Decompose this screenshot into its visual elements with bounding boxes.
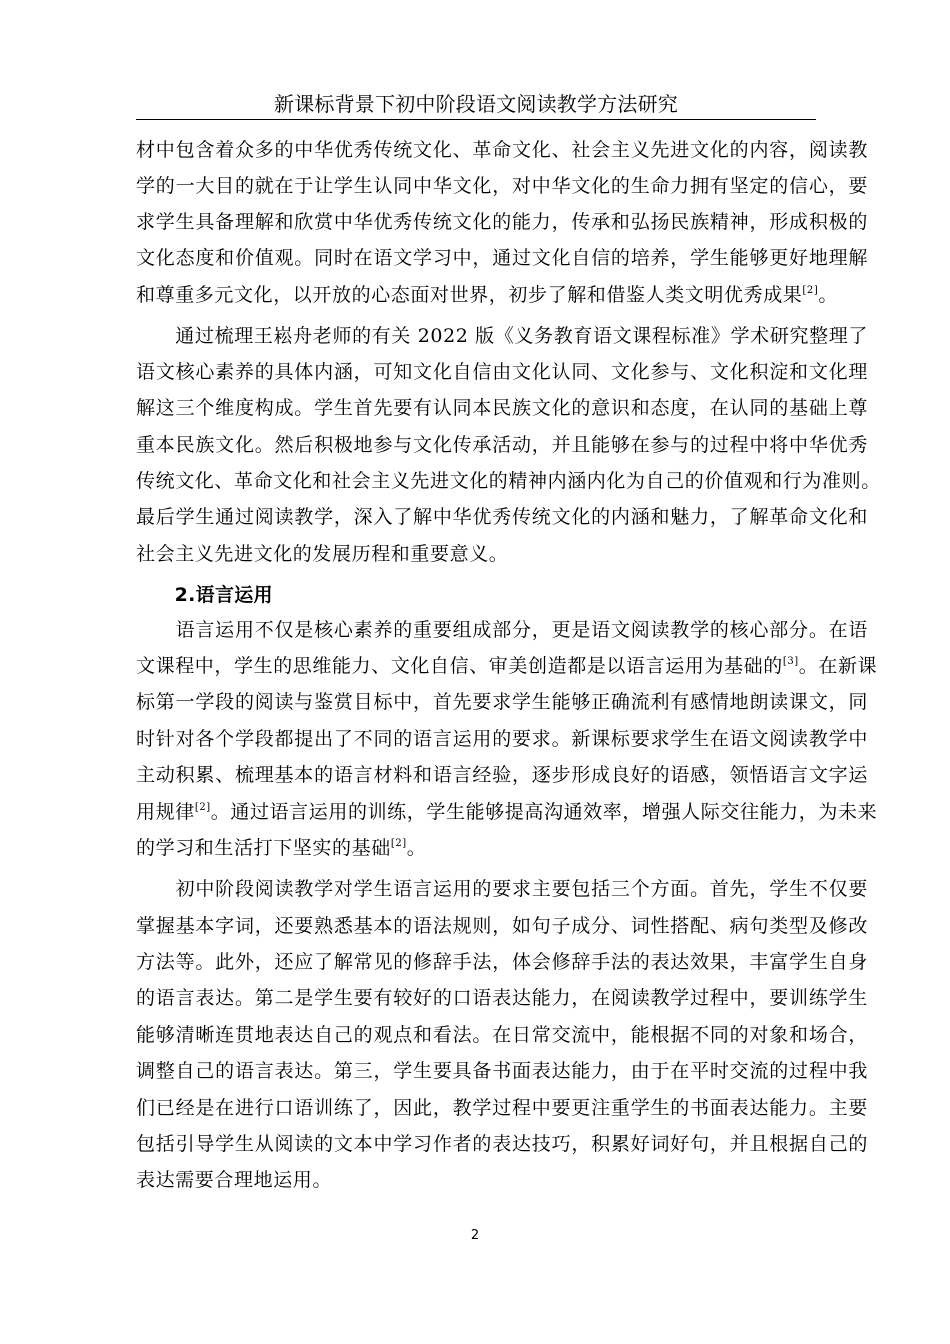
text-line: 传统文化、革命文化和社会主义先进文化的精神内涵内化为自己的价值观和行为准则。 [136,470,881,492]
text-line: 重本民族文化。然后积极地参与文化传承活动，并且能够在参与的过程中将中华优秀 [136,434,868,456]
citation: [2] [194,802,211,813]
page-number: 2 [470,1228,480,1243]
text-line: 方法等。此外，还应了解常见的修辞手法，体会修辞手法的表达效果，丰富学生自身 [136,951,868,973]
text-line: 求学生具备理解和欣赏中华优秀传统文化的能力，传承和弘扬民族精神，形成积极的 [136,211,868,233]
text-line: 的语言表达。第二是学生要有较好的口语表达能力，在阅读教学过程中，要训练学生 [136,987,868,1009]
page-header-title: 新课标背景下初中阶段语文阅读教学方法研究 [274,92,678,116]
text-line: 标第一学段的阅读与鉴赏目标中，首先要求学生能够正确流利有感情地朗读课文，同 [136,691,868,713]
citation: [3] [782,656,799,667]
text-line: 社会主义先进文化的发展历程和重要意义。 [136,543,509,565]
citation: [2] [802,285,819,296]
text-line: 解这三个维度构成。学生首先要有认同本民族文化的意识和态度，在认同的基础上尊 [136,397,868,419]
text-line: 最后学生通过阅读教学，深入了解中华优秀传统文化的内涵和魅力，了解革命文化和 [136,506,868,528]
text-line: 通过梳理王崧舟老师的有关 2022 版《义务教育语文课程标准》学术研究整理了 [136,325,868,347]
text-line: 文课程中，学生的思维能力、文化自信、审美创造都是以语言运用为基础的[3]。在新课 [136,655,878,677]
text-line: 的学习和生活打下坚实的基础[2]。 [136,837,427,859]
text-line: 学的一大目的就在于让学生认同中华文化，对中华文化的生命力拥有坚定的信心，要 [136,175,868,197]
text-line: 文化态度和价值观。同时在语文学习中，通过文化自信的培养，学生能够更好地理解 [136,247,868,269]
text-line: 包括引导学生从阅读的文本中学习作者的表达技巧，积累好词好句，并且根据自己的 [136,1133,868,1155]
text-line: 表达需要合理地运用。 [136,1169,333,1191]
text-line: 语文核心素养的具体内涵，可知文化自信由文化认同、文化参与、文化积淀和文化理 [136,361,868,383]
text-line: 和尊重多元文化，以开放的心态面对世界，初步了解和借鉴人类文明优秀成果[2]。 [136,284,838,306]
text-line: 用规律[2]。通过语言运用的训练，学生能够提高沟通效率，增强人际交往能力，为未来 [136,801,878,823]
text-line: 能够清晰连贯地表达自己的观点和看法。在日常交流中，能根据不同的对象和场合， [136,1024,868,1046]
text-line: 初中阶段阅读教学对学生语言运用的要求主要包括三个方面。首先，学生不仅要 [136,878,868,900]
header-rule [136,119,816,120]
text-line: 语言运用不仅是核心素养的重要组成部分，更是语文阅读教学的核心部分。在语 [136,619,868,641]
section-heading: 2.语言运用 [136,584,273,606]
text-line: 掌握基本字词，还要熟悉基本的语法规则，如句子成分、词性搭配、病句类型及修改 [136,915,868,937]
text-line: 调整自己的语言表达。第三，学生要具备书面表达能力，由于在平时交流的过程中我 [136,1060,868,1082]
text-line: 材中包含着众多的中华优秀传统文化、革命文化、社会主义先进文化的内容，阅读教 [136,139,868,161]
text-line: 时针对各个学段都提出了不同的语言运用的要求。新课标要求学生在语文阅读教学中 [136,728,868,750]
text-line: 主动积累、梳理基本的语言材料和语言经验，逐步形成良好的语感，领悟语言文字运 [136,764,868,786]
text-line: 们已经是在进行口语训练了，因此，教学过程中要更注重学生的书面表达能力。主要 [136,1097,868,1119]
citation: [2] [390,838,407,849]
